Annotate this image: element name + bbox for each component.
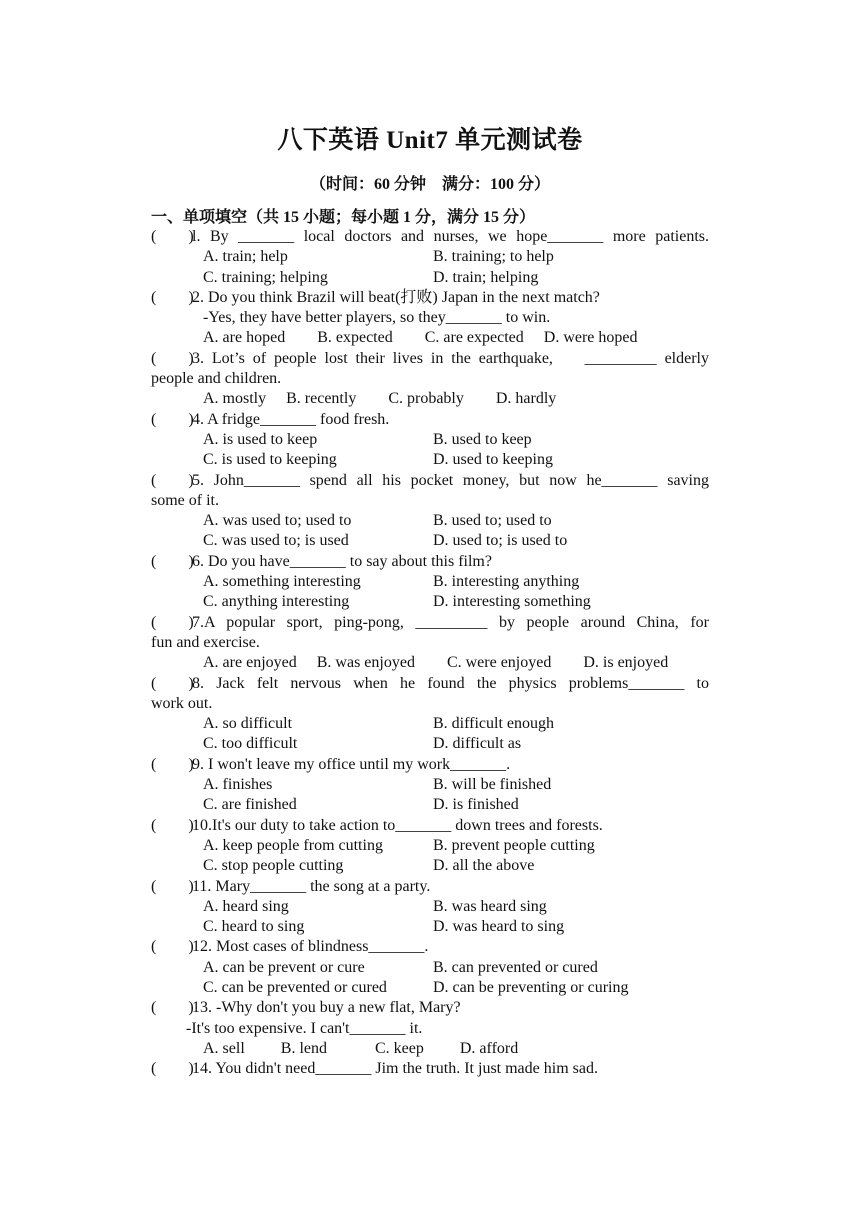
question-13 [151, 998, 709, 1018]
option-a: A. can be prevent or cure [203, 958, 365, 976]
dialog-reply: -Yes, they have better players, so they_______ to win. [203, 309, 551, 327]
option-b: B. prevent people cutting [433, 836, 595, 854]
answer-blank[interactable]: ( ) [151, 288, 194, 306]
options-row [151, 978, 709, 998]
question-11 [151, 877, 709, 897]
question-stem-cont: fun and exercise. [151, 633, 260, 651]
options-row [151, 897, 709, 917]
options-row [151, 572, 709, 592]
question-9 [151, 755, 709, 775]
option-a: A. heard sing [203, 897, 289, 915]
option-b: B. training; to help [433, 248, 554, 266]
options-row [151, 247, 709, 267]
question-8 [151, 674, 709, 694]
answer-blank[interactable]: ( ) [151, 938, 194, 956]
section-heading: 一、单项填空（共 15 小题；每小题 1 分，满分 15 分） [151, 209, 536, 226]
question-2 [151, 288, 709, 308]
answer-blank[interactable]: ( ) [151, 552, 194, 570]
option-a: A. keep people from cutting [203, 836, 383, 854]
question-7 [151, 613, 709, 633]
options-row [151, 775, 709, 795]
option-c: C. can be prevented or cured [203, 978, 387, 996]
option-c: C. anything interesting [203, 593, 350, 611]
question-stem: 4. A fridge_______ food fresh. [192, 410, 390, 428]
answer-blank[interactable]: ( ) [151, 755, 194, 773]
answer-blank[interactable]: ( ) [151, 228, 194, 245]
answer-blank[interactable]: ( ) [151, 349, 194, 367]
answer-blank[interactable]: ( ) [151, 410, 194, 428]
option-c: C. heard to sing [203, 918, 305, 936]
question-stem-cont: work out. [151, 694, 213, 712]
option-b: B. used to; used to [433, 512, 552, 530]
question-6 [151, 552, 709, 572]
option-a: A. so difficult [203, 715, 293, 733]
question-5 [151, 471, 709, 491]
option-c: C. stop people cutting [203, 857, 344, 875]
options-row [151, 856, 709, 876]
option-d: D. is finished [433, 796, 519, 814]
question-1 [151, 227, 709, 247]
answer-blank[interactable]: ( ) [151, 674, 194, 692]
question-stem: 2. Do you think Brazil will beat(打败) Japan in the next match? [192, 288, 600, 306]
question-4 [151, 410, 709, 430]
answer-blank[interactable]: ( ) [151, 999, 194, 1017]
options-row [151, 450, 709, 470]
question-stem: l. By _______ local doctors and nurses, we hope_______ more patients. [192, 228, 709, 245]
options-row [151, 430, 709, 450]
options-row [151, 734, 709, 754]
answer-blank[interactable]: ( ) [151, 1060, 194, 1078]
option-a: A. was used to; used to [203, 512, 352, 530]
option-b: B. will be finished [433, 776, 552, 794]
options-row [151, 958, 709, 978]
question-stem: 14. You didn't need_______ Jim the truth. It just made him sad. [192, 1060, 598, 1078]
question-stem: 8. Jack felt nervous when he found the physics problems_______ to [192, 674, 709, 692]
option-b: B. difficult enough [433, 715, 555, 733]
options-row [151, 531, 709, 551]
option-d: D. train; helping [433, 268, 539, 286]
option-c: C. is used to keeping [203, 451, 337, 469]
options-row [151, 836, 709, 856]
question-stem: 11. Mary_______ the song at a party. [192, 877, 431, 895]
question-stem: 6. Do you have_______ to say about this film? [192, 552, 492, 570]
option-b: B. was heard sing [433, 897, 547, 915]
option-c: C. are finished [203, 796, 297, 814]
option-c: C. was used to; is used [203, 532, 349, 550]
question-stem: 7.A popular sport, ping-pong, _________ by people around China, for [192, 613, 709, 631]
dialog-reply: -It's too expensive. I can't_______ it. [186, 1019, 423, 1037]
option-b: B. used to keep [433, 430, 532, 448]
question-stem: 13. -Why don't you buy a new flat, Mary? [192, 999, 461, 1017]
option-a: A. is used to keep [203, 430, 318, 448]
options-row: A. sell B. lend C. keep D. afford [203, 1039, 519, 1057]
option-d: D. was heard to sing [433, 918, 565, 936]
option-d: D. difficult as [433, 735, 522, 753]
option-c: C. too difficult [203, 735, 298, 753]
options-row [151, 268, 709, 288]
question-stem: 3. Lot’s of people lost their lives in the earthquake, _________ elderly [192, 349, 709, 367]
option-d: D. interesting something [433, 593, 591, 611]
option-d: D. used to; is used to [433, 532, 568, 550]
question-list [151, 227, 709, 1079]
question-3 [151, 349, 709, 369]
question-10 [151, 816, 709, 836]
question-stem-cont: some of it. [151, 491, 219, 509]
answer-blank[interactable]: ( ) [151, 471, 194, 489]
question-stem-cont: people and children. [151, 370, 282, 388]
options-row: A. are hoped B. expected C. are expected D. were hoped [203, 329, 638, 347]
option-d: D. used to keeping [433, 451, 553, 469]
options-row [151, 511, 709, 531]
option-a: A. train; help [203, 248, 288, 266]
page-title: 八下英语 Unit7 单元测试卷 [277, 127, 583, 154]
options-row [151, 917, 709, 937]
options-row [151, 795, 709, 815]
answer-blank[interactable]: ( ) [151, 613, 194, 631]
question-stem: 12. Most cases of blindness_______. [192, 938, 429, 956]
option-d: D. all the above [433, 857, 535, 875]
answer-blank[interactable]: ( ) [151, 816, 194, 834]
options-row: A. mostly B. recently C. probably D. hardly [203, 390, 557, 408]
option-a: A. something interesting [203, 573, 361, 591]
question-stem: 5. John_______ spend all his pocket money, but now he_______ saving [192, 471, 709, 489]
option-c: C. training; helping [203, 268, 328, 286]
options-row [151, 592, 709, 612]
options-row [151, 714, 709, 734]
exam-info: （时间：60 分钟 满分：100 分） [309, 176, 550, 193]
question-14 [151, 1059, 709, 1079]
option-d: D. can be preventing or curing [433, 978, 629, 996]
option-b: B. interesting anything [433, 573, 580, 591]
answer-blank[interactable]: ( ) [151, 877, 194, 895]
question-stem: 10.It's our duty to take action to_______ down trees and forests. [192, 816, 603, 834]
options-row: A. are enjoyed B. was enjoyed C. were enjoyed D. is enjoyed [203, 654, 669, 672]
question-stem: 9. I won't leave my office until my work_______. [192, 755, 511, 773]
question-12 [151, 937, 709, 957]
option-b: B. can prevented or cured [433, 958, 598, 976]
option-a: A. finishes [203, 776, 273, 794]
